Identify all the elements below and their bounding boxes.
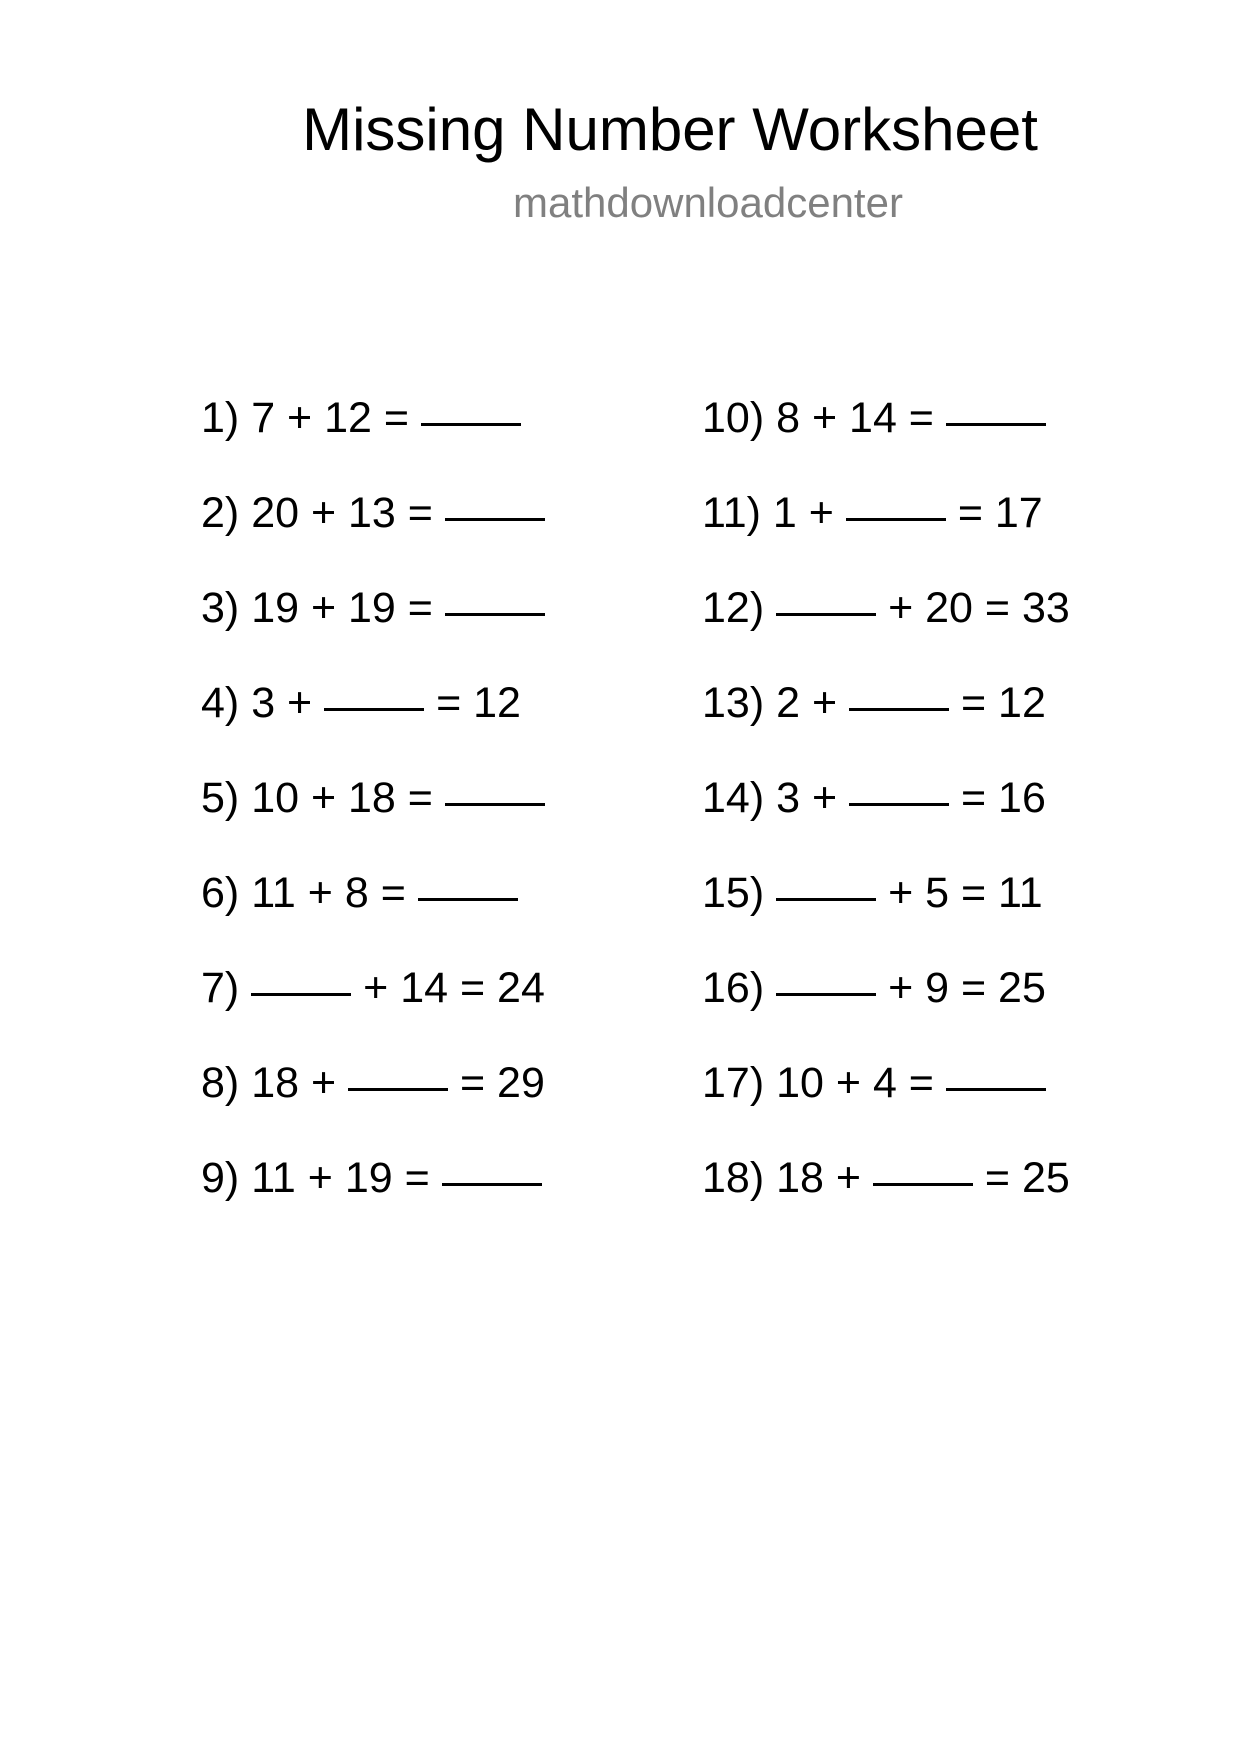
problem-number: 5) [201,774,240,822]
answer-blank[interactable] [849,799,949,806]
equation-text: = 12 [436,679,521,727]
equation-text: + 9 = 25 [888,964,1046,1012]
equation-text: = 16 [961,774,1046,822]
equation-text: 3 + [251,679,313,727]
problem-number: 11) [702,489,761,537]
problem-item [201,1108,545,1203]
problem-number: 18) [702,1154,765,1202]
problem-item [702,348,1070,443]
problem-number: 9) [201,1154,240,1202]
answer-blank[interactable] [445,799,545,806]
problem-item [702,538,1070,633]
equation-text: 2 + [776,679,838,727]
answer-blank[interactable] [846,514,946,521]
problem-equation [702,583,1070,633]
answer-blank[interactable] [445,609,545,616]
problem-number: 10) [702,394,765,442]
equation-text: = 29 [459,1059,545,1107]
problem-equation [201,583,545,633]
problem-number: 6) [201,869,240,917]
answer-blank[interactable] [946,1084,1046,1091]
equation-text: 3 + [776,774,838,822]
answer-blank[interactable] [849,704,949,711]
answer-blank[interactable] [251,989,351,996]
problem-number: 7) [201,964,240,1012]
page-title: Missing Number Worksheet [302,96,1038,163]
equation-text: 7 + 12 = [251,394,409,442]
answer-blank[interactable] [776,609,876,616]
equation-text: 20 + 13 = [251,489,433,537]
problem-equation [702,773,1046,823]
problem-equation [201,393,521,443]
answer-blank[interactable] [421,419,521,426]
problem-equation [201,1153,542,1203]
problem-item [201,443,545,538]
problem-equation [201,963,545,1013]
equation-text: + 14 = 24 [363,964,545,1012]
problem-item [702,1108,1070,1203]
problem-equation [702,963,1046,1013]
equation-text: 18 + [251,1059,337,1107]
problems-left-column [201,348,545,1203]
equation-text: 10 + 4 = [776,1059,934,1107]
equation-text: 1 + [772,489,834,537]
answer-blank[interactable] [324,704,424,711]
problem-equation [201,773,545,823]
answer-blank[interactable] [776,894,876,901]
problem-equation [201,678,521,728]
problem-equation [201,488,545,538]
answer-blank[interactable] [776,989,876,996]
problem-number: 16) [702,964,765,1012]
problem-number: 2) [201,489,240,537]
problem-equation [702,1153,1070,1203]
problem-item [702,823,1070,918]
problem-item [201,918,545,1013]
problem-item [201,633,545,728]
problem-item [702,918,1070,1013]
problem-item [201,348,545,443]
problem-number: 12) [702,584,765,632]
problem-equation [702,1058,1046,1108]
page-subtitle: mathdownloadcenter [513,179,903,226]
problem-equation [201,868,518,918]
problem-number: 4) [201,679,240,727]
problem-item [201,728,545,823]
answer-blank[interactable] [348,1084,448,1091]
problem-equation [702,488,1043,538]
problem-equation [702,393,1046,443]
equation-text: 10 + 18 = [251,774,433,822]
answer-blank[interactable] [946,419,1046,426]
equation-text: = 25 [984,1154,1070,1202]
problem-item [201,823,545,918]
answer-blank[interactable] [418,894,518,901]
equation-text: 19 + 19 = [251,584,433,632]
problem-item [201,1013,545,1108]
problem-item [201,538,545,633]
equation-text: = 17 [957,489,1043,537]
problem-equation [702,868,1043,918]
equation-text: + 5 = 11 [888,869,1043,917]
problem-equation [702,678,1046,728]
problem-number: 3) [201,584,240,632]
problem-number: 13) [702,679,765,727]
answer-blank[interactable] [873,1179,973,1186]
equation-text: = 12 [961,679,1046,727]
problem-equation [201,1058,545,1108]
equation-text: 11 + 8 = [251,869,406,917]
problem-number: 8) [201,1059,240,1107]
problem-number: 15) [702,869,765,917]
problem-number: 17) [702,1059,765,1107]
problem-item [702,728,1070,823]
answer-blank[interactable] [445,514,545,521]
equation-text: 11 + 19 = [251,1154,430,1202]
problem-number: 14) [702,774,765,822]
equation-text: 18 + [776,1154,861,1202]
problems-right-column [702,348,1070,1203]
equation-text: 8 + 14 = [776,394,934,442]
problem-item [702,633,1070,728]
problem-item [702,443,1070,538]
problem-item [702,1013,1070,1108]
problem-number: 1) [201,394,240,442]
equation-text: + 20 = 33 [888,584,1070,632]
answer-blank[interactable] [442,1179,542,1186]
